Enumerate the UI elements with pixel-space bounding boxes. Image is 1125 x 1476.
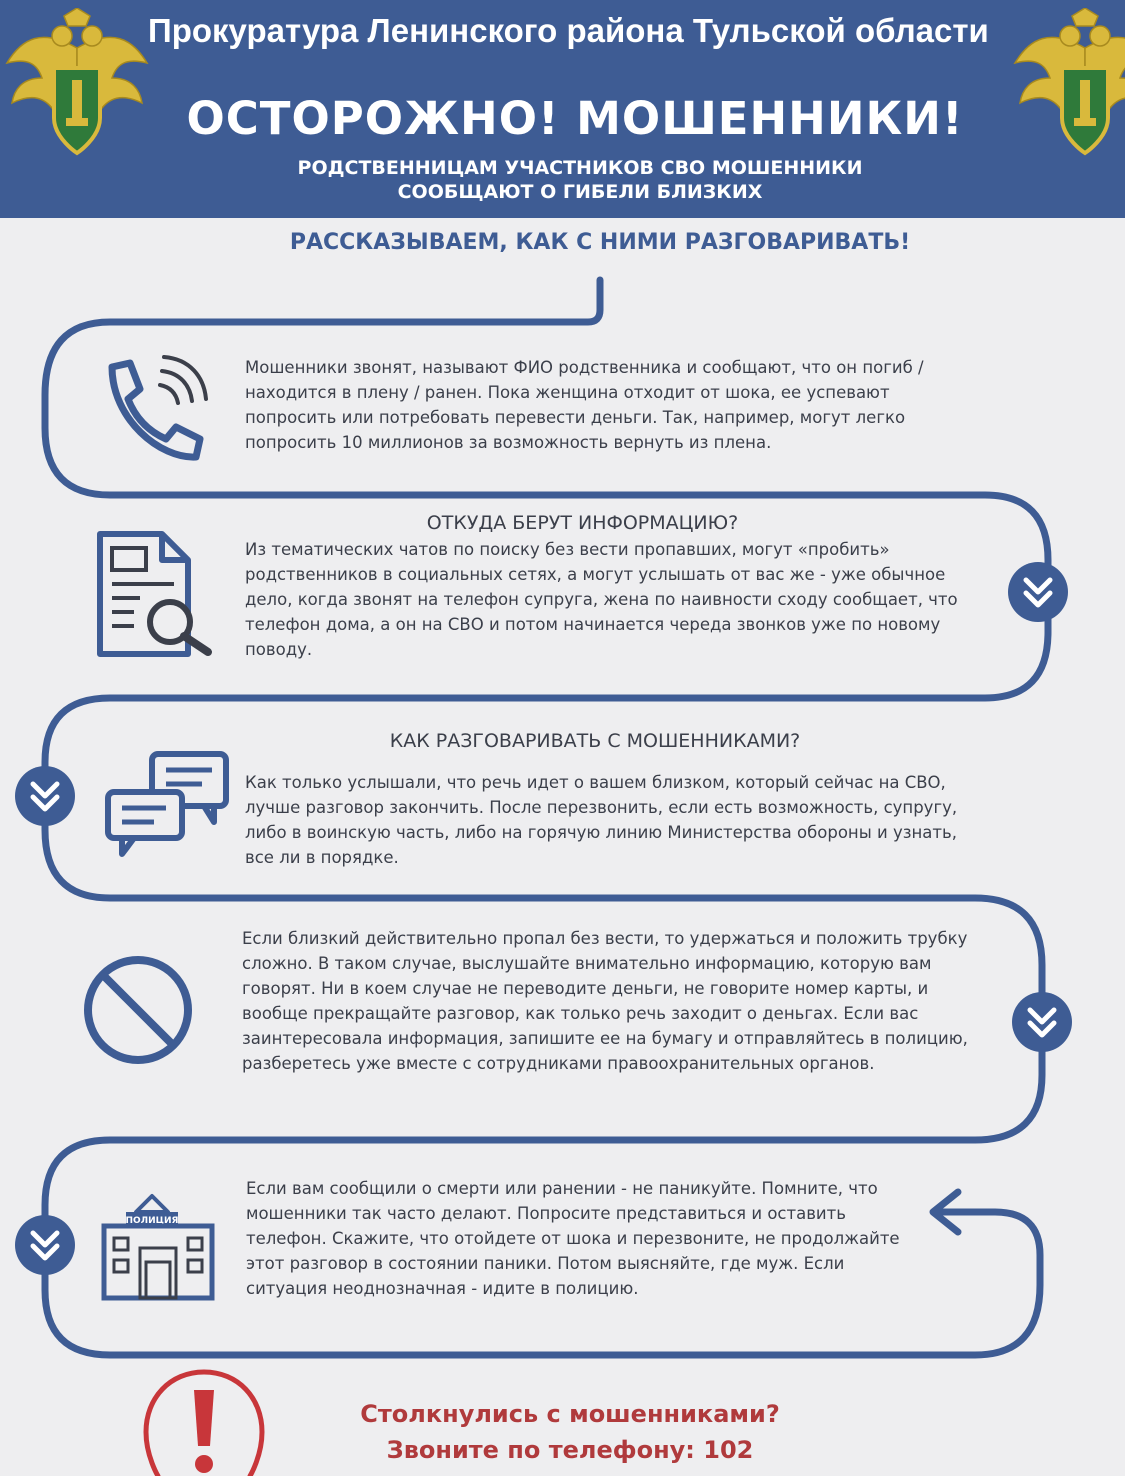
police-sign-label: ПОЛИЦИЯ [125, 1216, 179, 1226]
phone-icon [90, 355, 220, 465]
page-title: ОСТОРОЖНО! МОШЕННИКИ! [186, 92, 964, 145]
chevron-down-icon [1008, 562, 1068, 622]
subtitle-line: РОДСТВЕННИЦАМ УЧАСТНИКОВ СВО МОШЕННИКИ [297, 157, 863, 179]
footer-hotline: Звоните по телефону: 102 [386, 1436, 754, 1464]
section-text: Если близкий действительно пропал без вести, то удержаться и положить трубку сложно. В таком случае, выслушайте внимательно информацию, которую вам говорят. Ни в коем случае не переводите деньги, не говорите номер карты, и вообще прекращайте разговор, как только речь заходит о деньгах. Если вас заинтересовала информация, запишите ее на бумагу и отправляйтесь в полицию, разберетесь уже вместе с сотрудниками правоохранительных органов. [242, 929, 968, 1073]
chevron-down-icon [15, 1215, 75, 1275]
subtitle-line: СООБЩАЮТ О ГИБЕЛИ БЛИЗКИХ [397, 181, 763, 203]
section-text: Как только услышали, что речь идет о вашем близком, который сейчас на СВО, лучше разговор закончить. После перезвонить, если есть возможность, супругу, либо в воинскую часть, либо на горячую линию Министерства обороны и узнать, все ли в порядке. [245, 773, 958, 867]
section-text: Мошенники звонят, называют ФИО родственника и сообщают, что он погиб / находится в плену / ранен. Пока женщина отходит от шока, ее успевают попросить или потребовать перевести деньги. Так, например, могут легко попросить 10 миллионов за возможность вернуть из плена. [245, 358, 924, 452]
chat-bubbles-icon [102, 750, 232, 860]
tagline: РАССКАЗЫВАЕМ, КАК С НИМИ РАЗГОВАРИВАТЬ! [289, 230, 911, 255]
document-search-icon [92, 530, 222, 660]
exclamation-icon [140, 1368, 270, 1476]
prohibited-icon [78, 950, 198, 1070]
organization-name: Прокуратура Ленинского района Тульской области [148, 12, 989, 49]
chevron-down-icon [1012, 992, 1072, 1052]
section-text: Из тематических чатов по поиску без вести пропавших, могут «пробить» родственников в социальных сетях, а могут услышать от вас же - уже обычное дело, когда звонят на телефон супруга, жена по наивности сходу сообщает, что телефон дома, а он на СВО и потом начинается череда звонков уже по новому поводу. [245, 540, 958, 659]
footer-question: Столкнулись с мошенниками? [360, 1400, 780, 1428]
section-heading: КАК РАЗГОВАРИВАТЬ С МОШЕННИКАМИ? [389, 730, 801, 752]
police-station-icon [98, 1192, 218, 1302]
section-text: Если вам сообщили о смерти или ранении - не паникуйте. Помните, что мошенники так часто делают. Попросите представиться и оставить телефон. Скажите, что отойдете от шока и перезвоните, не продолжайте этот разговор в состоянии паники. Потом выясняйте, где муж. Если ситуация неоднозначная - идите в полицию. [246, 1179, 900, 1298]
section-heading: ОТКУДА БЕРУТ ИНФОРМАЦИЮ? [426, 512, 739, 534]
chevron-down-icon [15, 766, 75, 826]
